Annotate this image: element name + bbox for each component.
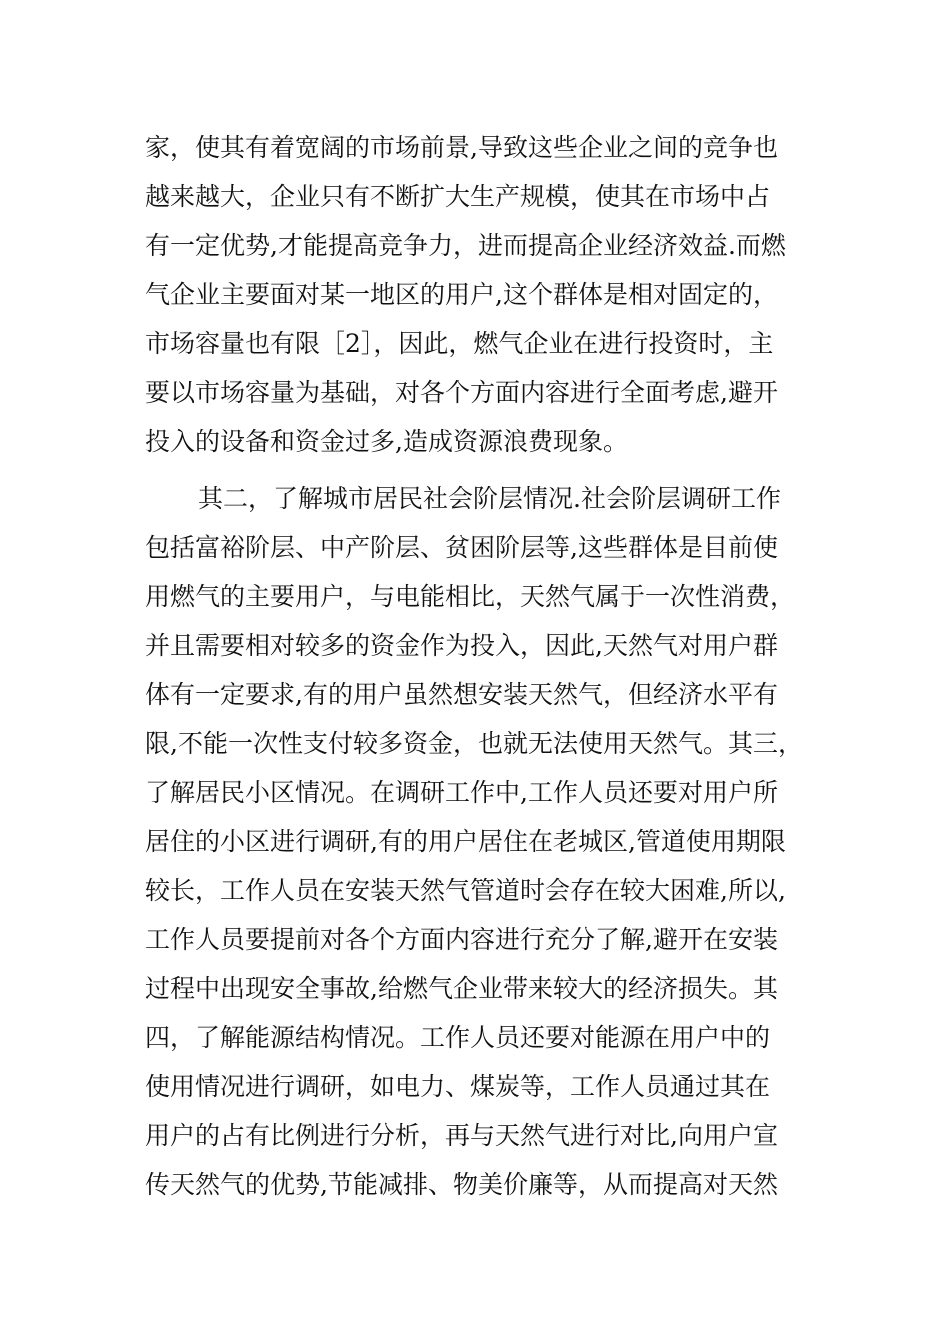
text-line: 市场容量也有限［2］，因此，燃气企业在进行投资时，主 (145, 329, 774, 358)
text-line: 要以市场容量为基础，对各个方面内容进行全面考虑,避开 (145, 378, 778, 407)
paragraph-social-strata (145, 474, 805, 1209)
text-line: 传天然气的优势,节能减排、物美价廉等，从而提高对天然 (145, 1170, 778, 1199)
text-line: 体有一定要求,有的用户虽然想安装天然气，但经济水平有 (145, 680, 778, 709)
text-line: 投入的设备和资金过多,造成资源浪费现象。 (145, 427, 628, 456)
text-line: 用燃气的主要用户，与电能相比，天然气属于一次性消费， (145, 582, 796, 611)
text-line: 了解居民小区情况。在调研工作中,工作人员还要对用户所 (145, 778, 778, 807)
text-line: 包括富裕阶层、中产阶层、贫困阶层等,这些群体是目前使 (145, 533, 778, 562)
text-line-indented: 其二，了解城市居民社会阶层情况.社会阶层调研工作 (198, 484, 781, 513)
text-line: 四，了解能源结构情况。工作人员还要对能源在用户中的 (145, 1023, 771, 1052)
text-line: 居住的小区进行调研,有的用户居住在老城区,管道使用期限 (145, 827, 786, 856)
text-line: 限,不能一次性支付较多资金，也就无法使用天然气。其三， (145, 729, 803, 758)
paragraph-market-capacity (145, 123, 805, 466)
text-line: 用户的占有比例进行分析，再与天然气进行对比,向用户宣 (145, 1121, 778, 1150)
text-line: 过程中出现安全事故,给燃气企业带来较大的经济损失。其 (145, 974, 778, 1003)
text-line: 较长，工作人员在安装天然气管道时会存在较大困难,所以, (145, 876, 786, 905)
text-line: 越来越大，企业只有不断扩大生产规模，使其在市场中占 (145, 182, 771, 211)
text-line: 气企业主要面对某一地区的用户,这个群体是相对固定的， (145, 280, 778, 309)
text-line: 家，使其有着宽阔的市场前景,导致这些企业之间的竞争也 (145, 133, 778, 162)
text-line: 工作人员要提前对各个方面内容进行充分了解,避开在安装 (145, 925, 778, 954)
text-line: 有一定优势,才能提高竞争力，进而提高企业经济效益.而燃 (145, 231, 786, 260)
text-line: 并且需要相对较多的资金作为投入，因此,天然气对用户群 (145, 631, 778, 660)
text-line: 使用情况进行调研，如电力、煤炭等，工作人员通过其在 (145, 1072, 771, 1101)
